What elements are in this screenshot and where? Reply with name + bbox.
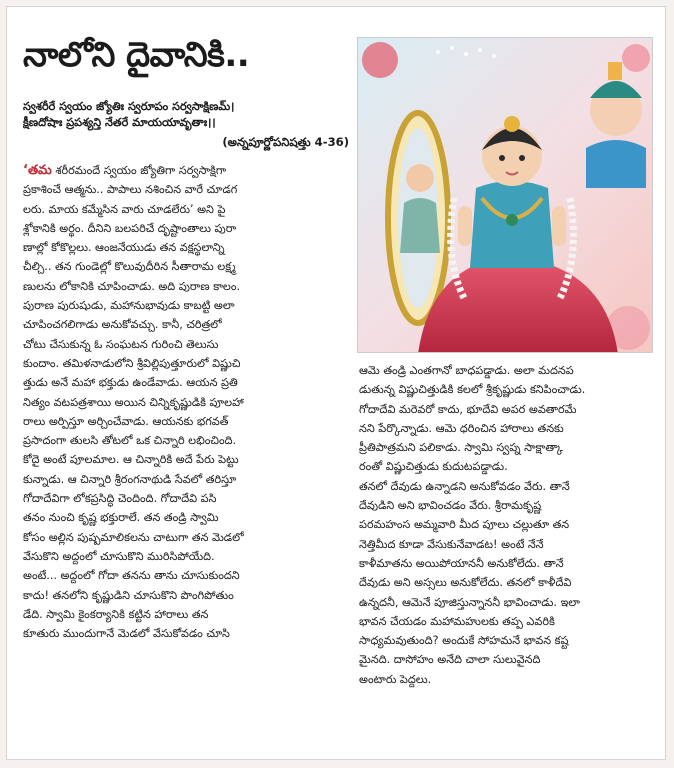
article-line: దేవుడు అని అస్సలు అనుకోలేదు. తనలో కాళీదేవి: [359, 576, 572, 590]
article-line: ఆమె తండ్రి ఎంతగానో బాధపడ్డాడు. అలా మదనప: [359, 364, 574, 377]
article-line: కున్నాడు. ఆ చిన్నారి శ్రీరంగనాథుడి సేవలో తరిస్తూ: [23, 472, 237, 486]
article-line: ‘తమ శరీరమందే స్వయం జ్యోతిగా సర్వసాక్షిగా: [23, 163, 227, 178]
article-line: కాళీమాతను అయిపోయాననీ అనుకోలేదు. తానే: [359, 556, 564, 570]
article-column-right: [359, 361, 653, 689]
article-line: కోదై అంటే పూలమాల. ఆ చిన్నారికి అదే పేరు పెట్టు: [23, 453, 239, 467]
article-line: మైనది. దాసోహం అనేది చాలా సులువైనది: [359, 653, 541, 667]
article-line: శ్లోకానికి అర్థం. దీనిని బలపరిచే దృష్టాంతాలు పురా: [23, 221, 237, 235]
article-line: ఉన్నదనీ, ఆమెనే పూజిస్తున్నాననీ భావించాడు. ఇలా: [359, 595, 580, 609]
illustration-graphic: [358, 38, 653, 353]
article-line: పురాణ పురుషుడు, మహానుభావుడు కాబట్టి అలా: [23, 299, 235, 313]
article-line: కాదు! తనలోని కృష్ణుడిని చూసుకొని పొంగిపోతుం: [23, 588, 234, 602]
article-line: నెత్తిమీద కూడా వేసుకునేవాడట! అంటే నేనే: [359, 537, 544, 551]
shloka-source: (అన్నపూర్ణోపనిషత్తు 4-36): [222, 135, 349, 149]
article-line: నని పేర్కొన్నాడు. ఆమె ధరించిన హారాలు తనకు: [359, 421, 564, 435]
article-line: వేసుకొని అద్దంలో చూసుకొని మురిసిపోయేది.: [23, 549, 215, 563]
article-line: కుందాం. తమిళనాడులోని శ్రీవిల్లిపుత్తూరులో విష్ణుచి: [23, 356, 241, 370]
article-line: లరు. మాయ కమ్మేసిన వారు చూడలేరు’ అని పై: [23, 202, 226, 216]
article-line: కూతురు ముందుగానే మెడలో వేసుకోవడం చూసి: [23, 627, 230, 641]
article-line: ణాల్లో కోకొల్లలు. ఆంజనేయుడు తన వక్షస్థలాన్ని: [23, 241, 225, 255]
article-line: రాలు అర్పిస్తూ అర్చించేవాడు. ఆయనకు భగవత్: [23, 414, 229, 428]
article-line: ప్రీతిపాత్రమని పలికాడు. స్వామి స్వప్న సాక్షాత్కా: [359, 441, 563, 455]
article-line: తనలో దేవుడు ఉన్నాడని అనుకోవడం వేరు. తానే: [359, 479, 570, 493]
shloka-line: క్షీణదోషాః ప్రపశ్యన్తి నేతరే మాయయావృతాః।।: [23, 116, 216, 129]
article-line: భావన చేయడం మహామహులకు తప్ప ఎవరికి: [359, 614, 555, 628]
article-line: రంతో విష్ణుచిత్తుడు కుదుటపడ్డాడు.: [359, 460, 508, 474]
article-line: త్తుడు అనే మహా భక్తుడు ఉండేవాడు. ఆయన ప్రతి: [23, 376, 238, 390]
article-line: డుతున్న విష్ణుచిత్తుడికి కలలో శ్రీకృష్ణుడు కనిపించాడు.: [359, 383, 586, 397]
article-line: దేవుడిని అని భావించడం వేరు. శ్రీరామకృష్ణ: [359, 499, 542, 513]
article-line: పరమహంస అమ్మవారి మీద పూలు చల్లుతూ తన: [359, 518, 570, 532]
article-line: అంటే... అద్దంలో గోదా తనను తాను చూసుకుందని: [23, 569, 240, 583]
article-line: ప్రసాదంగా తులసి తోటలో ఒక చిన్నారి లభించింది.: [23, 434, 237, 448]
article-line: చీల్చి.. తన గుండెల్లో కొలువుదీరిన సీతారామ లక్ష్మ: [23, 260, 236, 274]
newspaper-clipping: [6, 6, 666, 760]
article-line: డేది. స్వామి కైంకర్యానికి కట్టిన హారాలు తన: [23, 607, 209, 621]
article-line: ణులను లోకానికి చూపించాడు. అది పురాణ కాలం.: [23, 279, 241, 293]
goda-devi-illustration: [357, 37, 653, 353]
article-line: సాధ్యమవుతుంది? అందుకే సోహమనే భావన కష్ట: [359, 634, 569, 648]
shloka-verse: [23, 99, 353, 131]
drop-word: ‘తమ: [23, 163, 52, 178]
article-column-left: [23, 161, 351, 643]
article-line: తనం నుంచి కృష్ణ భక్తురాలే. తన తండ్రి స్వామి: [23, 511, 219, 525]
article-line: గోదాదేవి మరెవరో కాదు, భూదేవి అపర అవతారమే: [359, 402, 577, 416]
article-title: నాలోని దైవానికి..: [23, 35, 250, 75]
article-line: కోసం అల్లిన పుష్పమాలికలను చాటుగా తన మెడలో: [23, 530, 244, 544]
article-line: అంటారు పెద్దలు.: [359, 672, 432, 686]
article-line: గోదాదేవిగా లోకప్రసిద్ధి చెందింది. గోదాదేవి పసి: [23, 492, 217, 506]
shloka-line: స్వశరీరే స్వయం జ్యోతిః స్వరూపం సర్వసాక్షిణమ్।: [23, 100, 235, 113]
article-line: చోటు చేసుకున్న ఓ సంఘటన గురించి తెలుసు: [23, 337, 219, 351]
article-line: చూపించగలిగాడు అనుకోవచ్చు. కానీ, చరిత్రలో: [23, 318, 222, 332]
article-line: నిత్యం వటపత్రశాయి అయిన చిన్నికృష్ణుడికి పూలహా: [23, 395, 244, 409]
article-line: ప్రకాశించే ఆత్మను.. పాపాలు నశించిన వారే చూడగ: [23, 183, 238, 197]
